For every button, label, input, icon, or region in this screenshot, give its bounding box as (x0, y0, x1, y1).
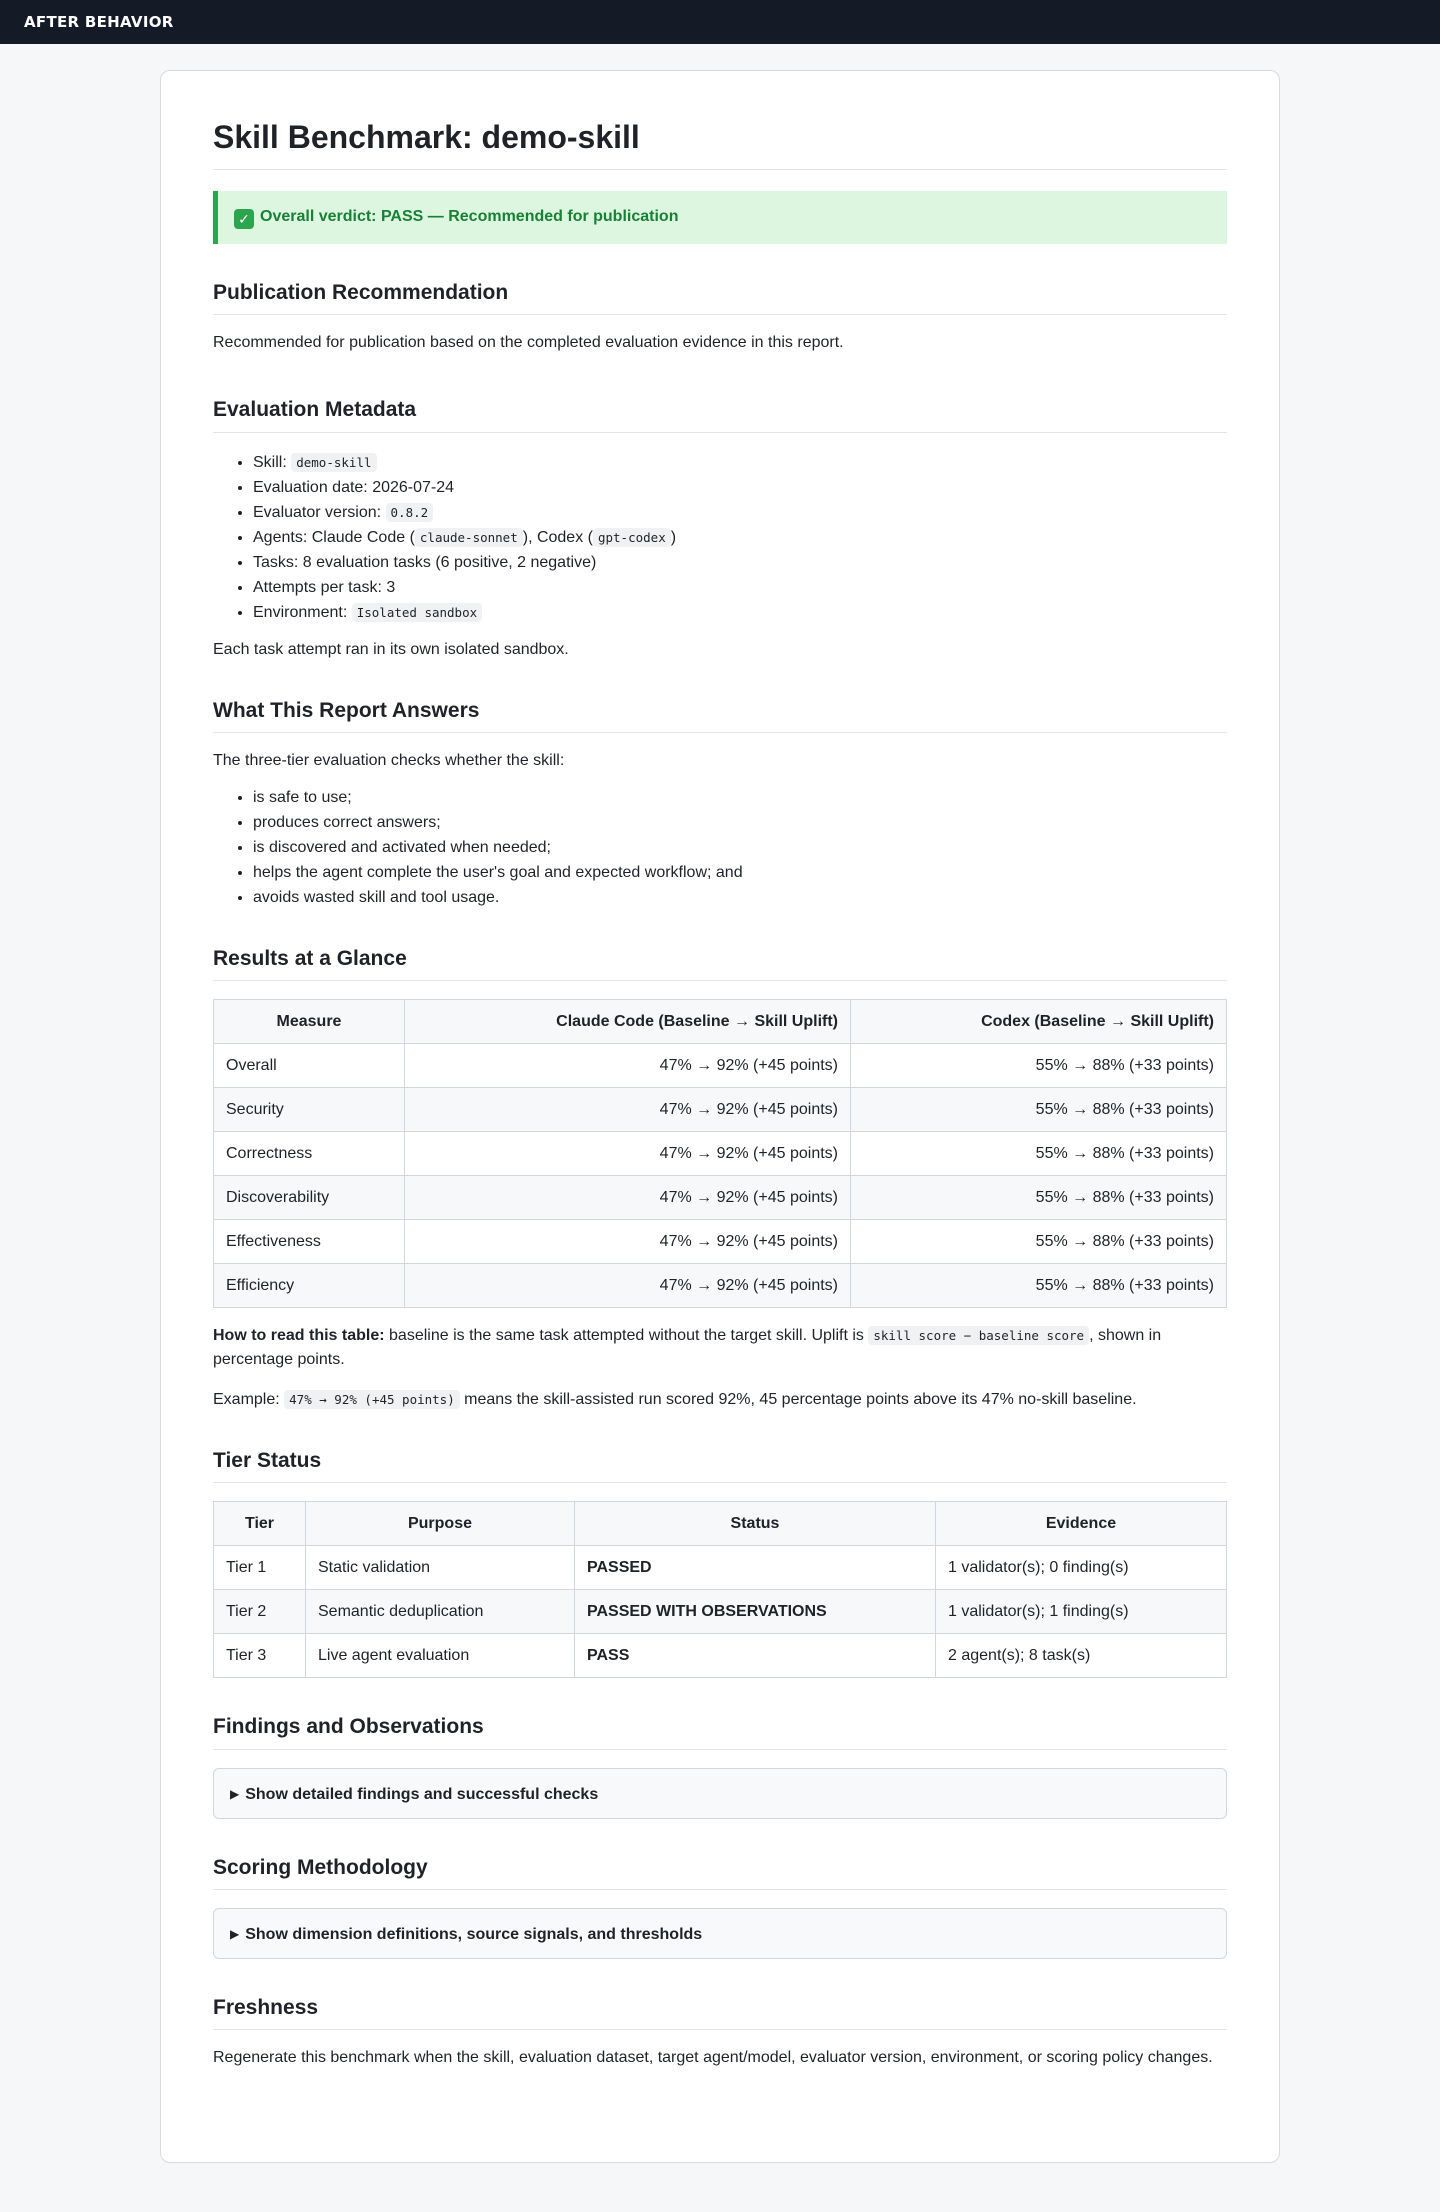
table-row (214, 1546, 1227, 1590)
table-cell: 55% → 88% (+33 points) (851, 1044, 1227, 1088)
table-cell: Efficiency (214, 1264, 405, 1308)
table-row (214, 1590, 1227, 1634)
publication-text: Recommended for publication based on the completed evaluation evidence in this report. (213, 334, 844, 352)
list-item: • avoids wasted skill and tool usage. (253, 885, 1227, 910)
column-header: Codex (Baseline → Skill Uplift) (851, 1000, 1227, 1044)
top-bar (0, 0, 1440, 44)
methodology-toggle[interactable] (213, 1908, 1227, 1959)
skill-code: demo-skill (291, 453, 376, 472)
table-row (214, 1088, 1227, 1132)
example-paragraph: Example: 47% → 92% (+45 points) means the skill-assisted run scored 92%, 45 percentage points above its 47% no-skill baseline. (213, 1391, 1137, 1408)
report-card (160, 70, 1280, 2163)
table-cell: Discoverability (214, 1176, 405, 1220)
list-item: • produces correct answers; (253, 810, 1227, 835)
check-mark-icon: ✓ (234, 209, 254, 229)
version-code: 0.8.2 (386, 503, 434, 522)
status-cell: PASSED (575, 1546, 936, 1590)
metadata-tasks: • Tasks: 8 evaluation tasks (6 positive, 2 negative) (253, 550, 1227, 575)
metadata-agents: • Agents: Claude Code ( claude-sonnet ), Codex ( gpt-codex ) (253, 525, 1227, 550)
table-cell: 47% → 92% (+45 points) (405, 1088, 851, 1132)
answers-list (213, 785, 1227, 910)
column-header: Tier (214, 1502, 306, 1546)
verdict-banner (213, 191, 1227, 244)
metadata-date: • Evaluation date: 2026-07-24 (253, 475, 1227, 500)
table-row (214, 1044, 1227, 1088)
table-cell: 55% → 88% (+33 points) (851, 1132, 1227, 1176)
metadata-note: Each task attempt ran in its own isolated sandbox. (213, 640, 569, 658)
table-cell: Correctness (214, 1132, 405, 1176)
table-cell: 47% → 92% (+45 points) (405, 1264, 851, 1308)
tier-table (213, 1501, 1227, 1678)
findings-toggle[interactable] (213, 1768, 1227, 1819)
table-cell: Tier 1 (214, 1546, 306, 1590)
status-cell: PASSED WITH OBSERVATIONS (575, 1590, 936, 1634)
table-cell: 47% → 92% (+45 points) (405, 1220, 851, 1264)
column-header: Status (575, 1502, 936, 1546)
howto-paragraph: How to read this table: baseline is the same task attempted without the target skill. Uplift is skill score − baseline score , shown in percentage points. (213, 1327, 1162, 1368)
column-header: Purpose (306, 1502, 575, 1546)
methodology-toggle-label: Show dimension definitions, source signals, and thresholds (245, 1925, 703, 1943)
metadata-heading: Evaluation Metadata (213, 397, 1227, 432)
table-cell: Live agent evaluation (306, 1634, 575, 1678)
table-cell: 47% → 92% (+45 points) (405, 1044, 851, 1088)
table-cell: Effectiveness (214, 1220, 405, 1264)
table-cell: 55% → 88% (+33 points) (851, 1088, 1227, 1132)
table-cell: 55% → 88% (+33 points) (851, 1220, 1227, 1264)
table-cell: Static validation (306, 1546, 575, 1590)
list-item: • is discovered and activated when needed; (253, 835, 1227, 860)
glance-heading: Results at a Glance (213, 946, 1227, 981)
table-cell: 55% → 88% (+33 points) (851, 1264, 1227, 1308)
table-cell: 2 agent(s); 8 task(s) (936, 1634, 1227, 1678)
tiers-heading: Tier Status (213, 1448, 1227, 1483)
table-cell: 47% → 92% (+45 points) (405, 1132, 851, 1176)
table-row (214, 1220, 1227, 1264)
table-cell: 47% → 92% (+45 points) (405, 1176, 851, 1220)
metadata-attempts: • Attempts per task: 3 (253, 575, 1227, 600)
metadata-list (213, 450, 1227, 625)
page-title: Skill Benchmark: demo-skill (213, 117, 1227, 170)
disclosure-triangle-icon: ▶ (230, 1786, 240, 1801)
table-cell: Semantic deduplication (306, 1590, 575, 1634)
results-table (213, 999, 1227, 1308)
table-row (214, 1132, 1227, 1176)
findings-toggle-label: Show detailed findings and successful checks (245, 1785, 599, 1803)
disclosure-triangle-icon: ▶ (230, 1926, 240, 1941)
uplift-formula-code: skill score − baseline score (868, 1326, 1089, 1345)
publication-heading: Publication Recommendation (213, 280, 1227, 315)
column-header: Measure (214, 1000, 405, 1044)
metadata-skill: • Skill: demo-skill (253, 450, 1227, 475)
status-cell: PASS (575, 1634, 936, 1678)
verdict-text: Overall verdict: PASS — Recommended for publication (260, 208, 679, 225)
methodology-heading: Scoring Methodology (213, 1855, 1227, 1890)
table-cell: Tier 3 (214, 1634, 306, 1678)
example-code: 47% → 92% (+45 points) (284, 1390, 460, 1409)
top-bar-title: AFTER BEHAVIOR (24, 13, 174, 31)
answers-heading: What This Report Answers (213, 698, 1227, 733)
freshness-heading: Freshness (213, 1995, 1227, 2030)
list-item: • is safe to use; (253, 785, 1227, 810)
table-cell: Security (214, 1088, 405, 1132)
column-header: Claude Code (Baseline → Skill Uplift) (405, 1000, 851, 1044)
metadata-version: • Evaluator version: 0.8.2 (253, 500, 1227, 525)
table-header-row (214, 1000, 1227, 1044)
agent1-model-code: claude-sonnet (415, 528, 523, 547)
table-cell: 1 validator(s); 1 finding(s) (936, 1590, 1227, 1634)
table-row (214, 1634, 1227, 1678)
table-cell: Tier 2 (214, 1590, 306, 1634)
agent2-model-code: gpt-codex (593, 528, 671, 547)
table-row (214, 1176, 1227, 1220)
environment-code: Isolated sandbox (352, 603, 482, 622)
metadata-environment: • Environment: Isolated sandbox (253, 600, 1227, 625)
freshness-text: Regenerate this benchmark when the skill, evaluation dataset, target agent/model, evaluator version, environment, or scoring policy changes. (213, 2049, 1213, 2066)
table-cell: Overall (214, 1044, 405, 1088)
table-row (214, 1264, 1227, 1308)
table-header-row (214, 1502, 1227, 1546)
column-header: Evidence (936, 1502, 1227, 1546)
table-cell: 55% → 88% (+33 points) (851, 1176, 1227, 1220)
findings-heading: Findings and Observations (213, 1714, 1227, 1749)
list-item: • helps the agent complete the user's goal and expected workflow; and (253, 860, 1227, 885)
answers-intro: The three-tier evaluation checks whether the skill: (213, 751, 565, 769)
table-cell: 1 validator(s); 0 finding(s) (936, 1546, 1227, 1590)
